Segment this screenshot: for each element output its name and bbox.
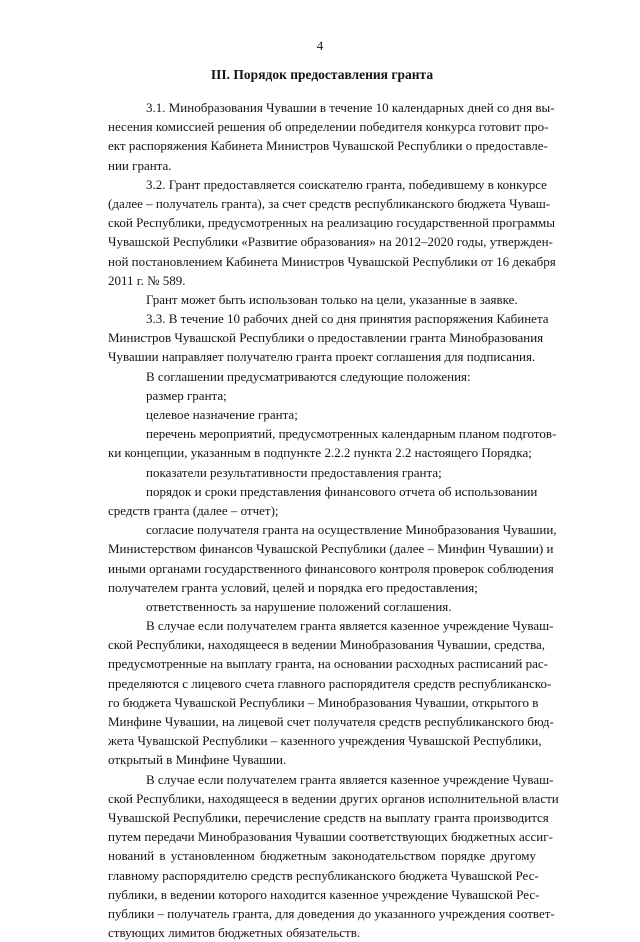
paragraph-line: В случае если получателем гранта является казенное учреждение Чуваш- (146, 618, 554, 634)
paragraph-line: Чувашии направляет получателю гранта проект соглашения для подписания. (108, 349, 536, 365)
paragraph-line: жета Чувашской Республики – казенного учреждения Чувашской Республики, (108, 733, 542, 749)
paragraph-line: Чувашской Республики, перечисление средств на выплату гранта производится (108, 809, 549, 825)
paragraph-line: ки концепции, указанным в подпункте 2.2.2 пункта 2.2 настоящего Порядка; (108, 445, 532, 461)
paragraph-line: перечень мероприятий, предусмотренных календарным планом подготов- (146, 426, 557, 442)
paragraph-line: 3.1. Минобразования Чувашии в течение 10 календарных дней со дня вы- (146, 100, 555, 115)
paragraph-line: открытый в Минфине Чувашии. (108, 752, 287, 768)
document-body (108, 98, 559, 942)
paragraph-line: средств гранта (далее – отчет); (108, 502, 279, 518)
paragraph-line: размер гранта; (146, 387, 227, 403)
paragraph-line: Минфине Чувашии, на лицевой счет получателя средств республиканского бюд- (108, 714, 554, 729)
paragraph-line: целевое назначение гранта; (146, 407, 298, 422)
paragraph-line: го бюджета Чувашской Республики – Минобразования Чувашии, открытого в (108, 694, 539, 710)
paragraph-line: 2011 г. № 589. (108, 272, 186, 288)
paragraph-line: несения комиссией решения об определении победителя конкурса готовит про- (108, 119, 549, 135)
paragraph-line: получателем гранта условий, целей и порядка его предоставления; (108, 579, 478, 595)
paragraph-line: ект распоряжения Кабинета Министров Чувашской Республики о предоставле- (108, 138, 548, 154)
paragraph-line: иными органами государственного финансового контроля проверок соблюдения (108, 560, 554, 576)
page-number: 4 (316, 38, 324, 53)
paragraph-line: В соглашении предусматриваются следующие положения: (146, 368, 471, 384)
paragraph-line: ской Республики, находящееся в ведении Минобразования Чувашии, средства, (108, 637, 546, 653)
paragraph-line: публики, в ведении которого находится казенное учреждение Чувашской Рес- (108, 886, 540, 902)
paragraph-line: нии гранта. (108, 157, 172, 173)
section-heading: III. Порядок предоставления гранта (210, 67, 434, 82)
paragraph-line: (далее – получатель гранта), за счет средств республиканского бюджета Чуваш- (108, 195, 551, 211)
paragraph-line: 3.3. В течение 10 рабочих дней со дня принятия распоряжения Кабинета (146, 311, 549, 327)
paragraph-line: порядок и сроки представления финансового отчета об использовании (146, 483, 538, 499)
paragraph-line: ской Республики, находящееся в ведении других органов исполнительной власти (108, 790, 559, 806)
paragraph-line: показатели результативности предоставления гранта; (146, 464, 442, 480)
paragraph-line: пределяются с лицевого счета главного распорядителя средств республиканско- (108, 675, 552, 691)
paragraph-line: предусмотренные на выплату гранта, на основании расходных расписаний рас- (108, 656, 549, 672)
paragraph-line: Министров Чувашской Республики о предоставлении гранта Минобразования (108, 330, 544, 346)
paragraph-line: Грант может быть использован только на цели, указанные в заявке. (146, 291, 518, 307)
paragraph-line: Чувашской Республики «Развитие образования» на 2012–2020 годы, утвержден- (108, 234, 553, 250)
paragraph-line: Министерством финансов Чувашской Республики (далее – Минфин Чувашии) и (108, 541, 554, 557)
paragraph-line: ответственность за нарушение положений соглашения. (146, 598, 452, 614)
paragraph-line: ной постановлением Кабинета Министров Чувашской Республики от 16 декабря (108, 253, 556, 269)
paragraph-line: ствующих лимитов бюджетных обязательств. (108, 925, 361, 941)
paragraph-line: В случае если получателем гранта является казенное учреждение Чуваш- (146, 771, 554, 787)
paragraph-line: 3.2. Грант предоставляется соискателю гранта, победившему в конкурсе (146, 176, 547, 192)
paragraph-line: ской Республики, предусмотренных на реализацию государственной программы (108, 215, 556, 231)
paragraph-line: главному распорядителю средств республиканского бюджета Чувашской Рес- (108, 867, 539, 883)
paragraph-line: публики – получатель гранта, для доведения до указанного учреждения соответ- (108, 905, 555, 921)
paragraph-line: согласие получателя гранта на осуществление Минобразования Чувашии, (146, 522, 557, 538)
paragraph-line: нований в установленном бюджетным законодательством порядке другому (108, 848, 536, 864)
paragraph-line: путем передачи Минобразования Чувашии соответствующих бюджетных ассиг- (108, 829, 553, 845)
